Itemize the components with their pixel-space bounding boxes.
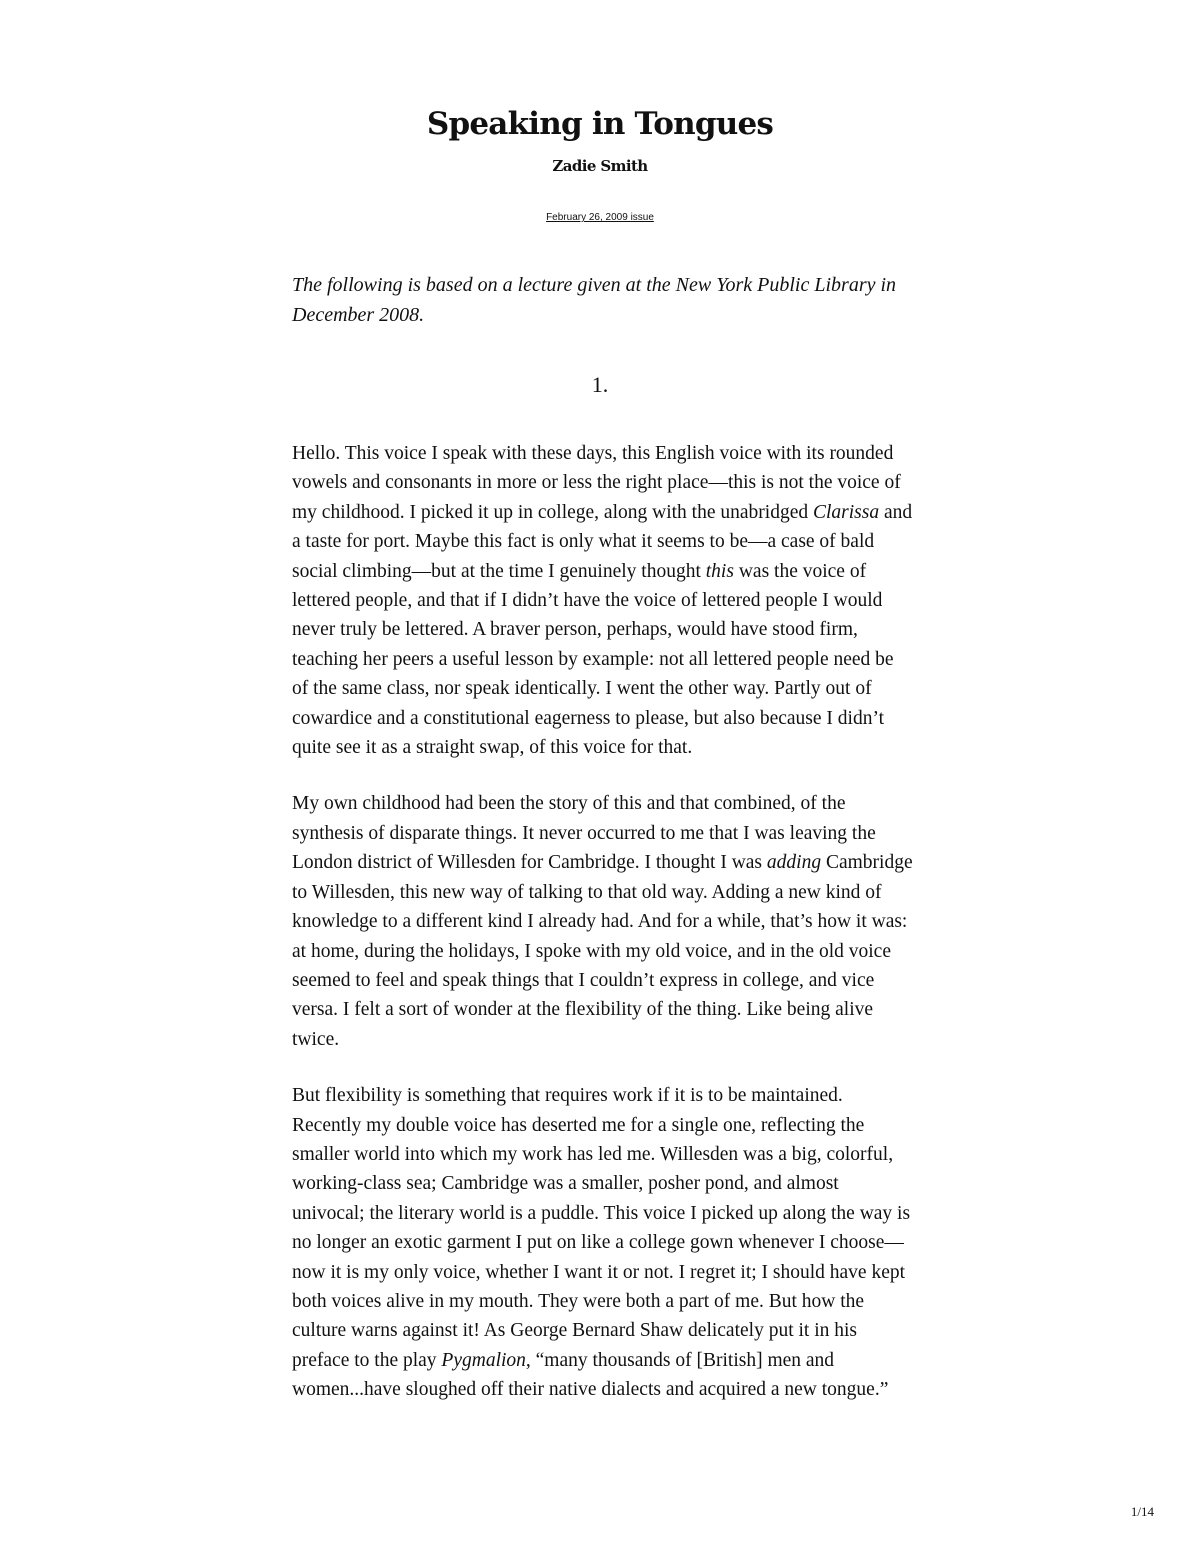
italic-emphasis: adding: [766, 852, 822, 874]
article-intro: The following is based on a lecture given at the New York Public Library in December 2008.: [292, 274, 897, 326]
italic-title: Pygmalion: [441, 1349, 526, 1371]
article-body: [292, 439, 914, 1432]
text-segment: Cambridge to Willesden, this new way of talking to that old way. Adding a new kind of knowledge to a different kind I already had. And for a while, that’s how it was: at home, during the holidays, I spoke with my old voice, and in the old voice seemed to feel and speak things that I couldn’t express in college, and vice versa. I felt a sort of wonder at the flexibility of the thing. Like being alive twice.: [292, 852, 913, 1050]
paragraph: [292, 1081, 914, 1404]
page-number: 1/14: [1130, 1504, 1154, 1519]
italic-title: Clarissa: [812, 501, 880, 523]
text-segment: and a taste for port. Maybe this fact is only what it seems to be—a case of bald social climbing—but at the time I genuinely thought: [292, 501, 913, 582]
paragraph: [292, 439, 914, 762]
article-title: Speaking in Tongues: [426, 106, 774, 142]
text-segment: But flexibility is something that requires work if it is to be maintained. Recently my double voice has deserted me for a single one, reflecting the smaller world into which my work has led me. Willesden was a big, colorful, working-class sea; Cambridge was a smaller, posher pond, and almost univocal; the literary world is a puddle. This voice I picked up along the way is no longer an exotic garment I put on like a college gown whenever I choose—now it is my only voice, whether I want it or not. I regret it; I should have kept both voices alive in my mouth. They were both a part of me. But how the culture warns against it! As George Bernard Shaw delicately put it in his preface to the play: [292, 1085, 911, 1371]
text-segment: Hello. This voice I speak with these days, this English voice with its rounded vowels and consonants in more or less the right place—this is not the voice of my childhood. I picked it up in college, along with the unabridged: [292, 443, 901, 523]
text-segment: , “many thousands of [British] men and women...have sloughed off their native dialects and acquired a new tongue.”: [292, 1349, 889, 1401]
text-segment: My own childhood had been the story of this and that combined, of the synthesis of disparate things. It never occurred to me that I was leaving the London district of Willesden for Cambridge. I thought I was: [292, 793, 876, 874]
text-segment: was the voice of lettered people, and that if I didn’t have the voice of lettered people I would never truly be lettered. A braver person, perhaps, would have stood firm, teaching her peers a useful lesson by example: not all lettered people need be of the same class, nor speak identically. I went the other way. Partly out of cowardice and a constitutional eagerness to please, but also because I didn’t quite see it as a straight swap, of this voice for that.: [292, 560, 894, 759]
italic-emphasis: this: [705, 560, 734, 582]
article-author[interactable]: Zadie Smith: [552, 157, 648, 175]
section-number: 1.: [591, 372, 609, 397]
issue-date-link[interactable]: February 26, 2009 issue: [546, 212, 654, 223]
paragraph: [292, 789, 914, 1054]
